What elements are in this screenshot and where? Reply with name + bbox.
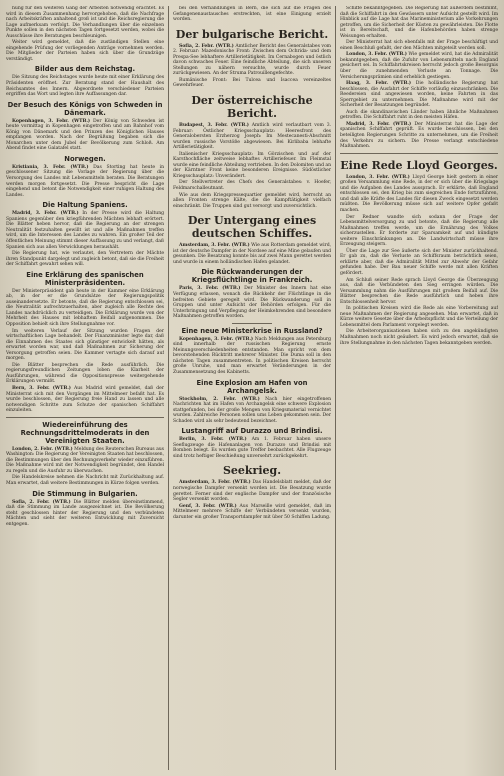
headline: Eine Erklärung des spanischen Ministerpräsidenten. <box>26 270 144 287</box>
article-paragraph: Kopenhagen, 3. Febr. (WTB.) Der König von Schweden ist heute vormittag in Kopenhagen eingetroffen und am Bahnhof vom König von Dänemark und den Prinzen des Königlichen Hauses empfangen worden. Nach der Begrüßung begaben sich die Monarchen unter dem Jubel der Bevölkerung zum Schloß. Am Abend findet eine Galatafel statt. <box>6 118 164 152</box>
dateline: Genf, 3. Febr. (WTB.) <box>179 503 237 509</box>
headline: Wiedereinführung des Rechnungsdrittelmoderats in den Vereinigten Staaten. <box>20 420 150 445</box>
article-paragraph: Der Ministerpräsident gab heute in der Kammer eine Erklärung ab, in der er die Grundsätze der Regierungspolitik auseinandersetzte. Er betonte, daß die Regierung entschlossen sei, die Neutralität aufrechtzuerhalten, aber zugleich alle Rechte des Landes nachdrücklich zu verteidigen. Die Erklärung wurde von der Mehrheit des Hauses mit lebhaftem Beifall aufgenommen. Die Opposition behielt sich ihre Stellungnahme vor. <box>6 288 164 327</box>
article-paragraph: hung für den weiteren Gang der Arbeiten notwendig erachtet. Es wird in diesem Zusammenhang hervorgehoben, daß die Nachfrage nach Arbeitskräften anhaltend groß ist und die Reichsregierung die Lage aufmerksam verfolgt. Die Verhandlungen über die einzelnen Punkte sollen in den nächsten Tagen fortgesetzt werden, wobei die Ausschüsse ihre Beratungen beschleunigen. <box>6 6 164 39</box>
dateline: London, 3. Febr. (WTB.) <box>346 174 410 180</box>
article-paragraph: Weiter wird gemeldet, daß die zuständigen Stellen eine eingehende Prüfung der vorliegenden Anträge vornehmen werden. Die Mitglieder der Parteien haben sich über die Grundzüge verständigt. <box>6 40 164 62</box>
headline: Der Besuch des Königs von Schweden in Dänemark. <box>7 100 163 117</box>
dateline: Kristiania, 3. Febr. (WTB.) <box>12 164 89 170</box>
article-paragraph: Der Redner wandte sich sodann der Frage der Lebensmittelversorgung zu und betonte, daß die Regierung alle Maßnahmen treffen werde, um die Ernährung des Volkes sicherzustellen. Er forderte zur Sparsamkeit auf und kündigte weitere Einschränkungen an. Die Landwirtschaft müsse ihre Erzeugung steigern. <box>340 214 498 248</box>
article-paragraph: Amsterdam, 3. Febr. (WTB.) Das Handelsblatt meldet, daß der norwegische Dampfer versenkt worden ist. Die Besatzung wurde gerettet. Ferner sind der englische Dampfer und der französische Segler versenkt worden. <box>173 480 331 503</box>
article-paragraph: Italienischer Kriegsschauplatz: Im Görzischen und auf der Karsthochfläche zeitweise lebhaftes Artilleriefeuer. Im Fleimstal wurde eine feindliche Abteilung vertrieben. In den Dolomiten und an der Kärntner Front keine besonderen Ereignisse. Südöstlicher Kriegsschauplatz: Unverändert. <box>173 151 331 179</box>
article-paragraph: Berlin, 3. Febr. (WTB.) Am 1. Februar haben unsere Seeflugzeuge die Hafenanlagen von Durazzo und Brindisi mit Bomben belegt. Es wurden gute Treffer beobachtet. Alle Flugzeuge sind trotz heftiger Beschießung unversehrt zurückgekehrt. <box>173 437 331 459</box>
headline: Die Rückwanderungen der Kriegsflüchtlinge in Frankreich. <box>191 268 313 285</box>
article-paragraph: London, 3. Febr. (WTB.) Lloyd George hielt gestern in einer großen Versammlung eine Rede, in der er sich über die Kriegslage und die Aufgaben des Landes aussprach. Er erklärte, daß England entschlossen sei, den Krieg bis zum siegreichen Ende fortzuführen, und daß alle Kräfte des Landes für diesen Zweck eingesetzt werden müßten. Die Bevölkerung müsse sich auf weitere Opfer gefaßt machen. <box>340 174 498 213</box>
divider <box>340 153 498 154</box>
headline: Der bulgarische Bericht. <box>175 27 329 41</box>
article-paragraph: London, 3. Febr. (WTB.) Wie gemeldet wird, hat die Admiralität bekanntgegeben, daß die Zufuhr von Lebensmitteln nach England gesichert sei. In Schiffahrtskreisen herrscht jedoch große Besorgnis über die zunehmenden Verluste an Tonnage. Die Versicherungsprämien sind erheblich gestiegen. <box>340 52 498 80</box>
column-right <box>340 6 498 770</box>
article-paragraph: Haag, 3. Febr. (WTB.) Die holländische Regierung hat beschlossen, die Ausfahrt der Schiffe vorläufig einzuschränken. Die Reedereien sind angewiesen worden, keine Fahrten in das Sperrgebiet zu unternehmen. Die Maßnahme wird mit der Sicherheit der Besatzungen begründet. <box>340 81 498 109</box>
article-paragraph: Die Regierung hat, wie verlautet, den Vertretern der Mächte ihren Standpunkt dargelegt und zugleich betont, daß sie die Freiheit der Schiffahrt gewahrt sehen will. <box>6 251 164 268</box>
article-paragraph: Auch die skandinavischen Länder haben ähnliche Maßnahmen getroffen. Die Schiffahrt ruht in den meisten Häfen. <box>340 109 498 121</box>
article-paragraph: Über die Lage zur See äußerte sich der Minister zurückhaltend. Er gab zu, daß die Verluste an Schiffsraum beträchtlich seien, erklärte aber, daß die Admiralität Mittel zur Abwehr der Gefahr gefunden habe. Der Bau neuer Schiffe werde mit allen Kräften gefördert. <box>340 248 498 276</box>
article-paragraph: Am Schluß seiner Rede sprach Lloyd George die Überzeugung aus, daß die Verbündeten den Sieg erringen würden. Die Versammlung nahm die Ausführungen mit großem Beifall auf. Die Blätter besprechen die Rede ausführlich und heben ihre Entschlossenheit hervor. <box>340 277 498 305</box>
dateline: Berlin, 3. Febr. (WTB.) <box>179 437 247 443</box>
article-paragraph: Madrid, 3. Febr. (WTB.) In der Presse wird die Haltung Spaniens gegenüber den kriegführenden Mächten lebhaft erörtert. Die Blätter heben hervor, daß die Regierung an der strengen Neutralität festzuhalten gewillt ist und alle Maßnahmen treffen wird, um die Interessen des Landes zu wahren. Ein großer Teil der öffentlichen Meinung stimmt dieser Auffassung zu und verlangt, daß Spanien sich aus allen Verwicklungen heraushält. <box>6 211 164 250</box>
dateline: Sofia, 2. Febr. (WTB.) <box>179 43 234 49</box>
dateline: Madrid, 3. Febr. (WTB.) <box>346 121 412 127</box>
article-paragraph: Madrid, 3. Febr. (WTB.) Der Ministerrat hat die Lage der spanischen Schiffahrt geprüft. Es wurde beschlossen, bei den beteiligten Regierungen Schritte zu unternehmen, um die Freiheit des Verkehrs zu sichern. Die Presse verlangt entschiedene Maßnahmen. <box>340 121 498 150</box>
divider <box>232 323 272 324</box>
dateline: Amsterdam, 3. Febr. (WTB.) <box>179 243 250 249</box>
article-paragraph: Kopenhagen, 3. Febr. (WTB.) Nach Meldungen aus Petersburg sind innerhalb der russischen Regierung ernste Meinungsverschiedenheiten entstanden. Man spricht von dem bevorstehenden Rücktritt mehrerer Minister. Die Duma soll in den nächsten Tagen zusammentreten. In politischen Kreisen herrscht große Unruhe, und man erwartet Veränderungen in der Zusammensetzung des Kabinetts. <box>173 336 331 375</box>
article-paragraph: Rumänische Front: Bei Tulcea und Isaccea vereinzeltes Gewehrfeuer. <box>173 77 331 89</box>
dateline: Kopenhagen, 3. Febr. (WTB.) <box>179 336 254 342</box>
headline: Seekrieg. <box>222 464 282 478</box>
dateline: Paris, 3. Febr. (WTB.) <box>179 286 241 292</box>
column-rule <box>335 6 336 770</box>
article-paragraph: bei den Verhandlungen in Bern, die sich auf die Fragen des Gefangenenaustausches erstreckten, ist eine Einigung erzielt worden. <box>173 6 331 23</box>
article-paragraph: Stockholm, 2. Febr. (WTB.) Nach hier eingetroffenen Nachrichten hat im Hafen von Archangelsk eine schwere Explosion stattgefunden, bei der große Mengen von Kriegsmaterial vernichtet wurden. Zahlreiche Personen sollen ums Leben gekommen sein. Der Schaden wird als sehr bedeutend bezeichnet. <box>173 396 331 424</box>
article-paragraph: Der Ministerrat hat sich ebenfalls mit der Frage beschäftigt und einen Beschluß gefaßt, der den Mächten mitgeteilt werden soll. <box>340 40 498 51</box>
article-paragraph: Wie aus dem Kriegspressequartier gemeldet wird, herrscht an allen Fronten strenge Kälte, die die Kampftätigkeit vielfach einschränkt. Die Truppen sind gut versorgt und zuversichtlich. <box>173 192 331 209</box>
article-paragraph: Budapest, 3. Febr. (WTB.) Amtlich wird verlautbart vom 3. Februar: Östlicher Kriegsschauplatz: Heeresfront des Generalobersten Erzherzog Joseph: Im Mestecanesti-Abschnitt wurden russische Vorstöße abgewiesen. Bei Kirlibaba lebhafte Artillerietätigkeit. <box>173 123 331 151</box>
article-paragraph: Die Handelskreise nehmen die Nachricht mit Zurückhaltung auf. Man erwartet, daß weitere Bestimmungen in Kürze folgen werden. <box>6 475 164 486</box>
headline: Lustangriff auf Durazzo und Brindisi. <box>181 427 323 436</box>
headline: Eine neue Ministerkrise in Russland? <box>181 326 323 335</box>
dateline: Haag, 3. Febr. (WTB.) <box>346 81 411 87</box>
headline: Bilder aus dem Reichstag. <box>34 65 136 74</box>
dateline: Amsterdam, 3. Febr. (WTB.) <box>179 480 251 486</box>
article-paragraph: London, 2. Febr. (WTB.) Meldung des Reuterschen Bureaus aus Washington: Die Regierung der Vereinigten Staaten hat beschlossen, die Bestimmungen über den Rechnungsverkehr wieder einzuführen. Die Maßnahme wird mit der Notwendigkeit begründet, den Handel zu regeln und die Ausfuhr zu überwachen. <box>6 446 164 474</box>
dateline: Kopenhagen, 3. Febr. (WTB.) <box>12 118 91 124</box>
article-paragraph: Der Stellvertreter des Chefs des Generalstabes: v. Hoefer, Feldmarschalleutnant. <box>173 180 331 192</box>
column-left <box>6 6 164 770</box>
headline: Der österreichische Bericht. <box>191 94 313 121</box>
article-paragraph: Amsterdam, 3. Febr. (WTB.) Wie aus Rotterdam gemeldet wird, ist der deutsche Dampfer in der Nordsee auf eine Mine gelaufen und gesunken. Die Besatzung konnte bis auf zwei Mann gerettet werden und wurde in einem holländischen Hafen gelandet. <box>173 243 331 265</box>
dateline: Stockholm, 2. Febr. (WTB.) <box>179 396 260 402</box>
dateline: Sofia, 2. Febr. (WTB.) <box>12 499 71 505</box>
article-paragraph: Im weiteren Verlauf der Sitzung wurden Fragen der wirtschaftlichen Lage behandelt. Der Finanzminister legte dar, daß die Einnahmen des Staates sich günstiger entwickelt hätten, als erwartet worden war, und daß Maßnahmen zur Sicherung der Versorgung getroffen seien. Die Kammer vertagte sich darauf auf morgen. <box>6 328 164 362</box>
headline: Eine Rede Lloyd Georges. <box>340 158 498 172</box>
article-paragraph: Sofia, 2. Febr. (WTB.) Amtlicher Bericht des Generalstabes vom 2. Februar: Mazedonische Front: Zwischen dem Ochrida- und dem Prespa-See lebhaftere Artillerietätigkeit. Im Cernabogen und östlich davon schwaches Feuer. Eine feindliche Abteilung, die sich unseren Stellungen zu nähern versuchte, wurde durch Feuer zurückgewiesen. An der Struma Patrouillengefechte. <box>173 43 331 77</box>
dateline: Madrid, 3. Febr. (WTB.) <box>12 211 79 217</box>
dateline: Budapest, 3. Febr. (WTB.) <box>179 123 249 129</box>
article-paragraph: Die Sitzung des Reichstages wurde heute mit einer Erklärung des Präsidenten eröffnet. Zur Beratung stand der Haushalt des Reichsamtes des Innern. Abgeordnete verschiedener Parteien ergriffen das Wort und legten ihre Auffassungen dar. <box>6 75 164 98</box>
headline: Eine Explosion am Hafen von Archangelsk. <box>196 378 308 395</box>
article-paragraph: Die Blätter besprechen die Rede ausführlich. Die regierungsfreundlichen Zeitungen loben die Klarheit der Ausführungen, während die Oppositionspresse weitergehende Erklärungen vermißt. <box>6 362 164 385</box>
column-rule <box>168 6 169 770</box>
headline: Der Untergang eines deutschen Schiffes. <box>187 214 317 241</box>
dateline: London, 3. Febr. (WTB.) <box>346 52 407 58</box>
headline: Die Stimmung in Bulgarien. <box>32 489 138 498</box>
article-paragraph: Kristiania, 3. Febr. (WTB.) Das Storting hat heute in geschlossener Sitzung die Vorlage der Regierung über die Versorgung des Landes mit Lebensmitteln beraten. Die Beratungen werden morgen fortgesetzt. Die Presse bespricht die Lage eingehend und betont die Notwendigkeit einer ruhigen Haltung des Landes. <box>6 164 164 198</box>
divider <box>6 417 164 418</box>
dateline: London, 2. Febr. (WTB.) <box>12 446 73 452</box>
dateline: Bern, 3. Febr. (WTB.) <box>12 385 71 391</box>
headline: Norwegen. <box>64 154 106 163</box>
column-middle <box>173 6 331 770</box>
article-paragraph: Bern, 3. Febr. (WTB.) Aus Madrid wird gemeldet, daß der Ministerrat sich mit den Vorgängen im Mittelmeer befaßt hat. Es wurde beschlossen, der Regierung freie Hand zu lassen und alle notwendigen Schritte zum Schutze der spanischen Schiffahrt einzuleiten. <box>6 385 164 414</box>
article-paragraph: Genf, 3. Febr. (WTB.) Aus Marseille wird gemeldet, daß im Mittelmeer mehrere Schiffe der Verbündeten versenkt wurden, darunter ein großer Transportdampfer mit über 50 Schiffen Ladung. <box>173 503 331 520</box>
article-paragraph: In politischen Kreisen wird die Rede als eine Vorbereitung auf neue Maßnahmen der Regierung angesehen. Man erwartet, daß in Kürze weitere Gesetze über die Arbeitspflicht und die Verteilung der Lebensmittel dem Parlament vorgelegt werden. <box>340 306 498 328</box>
article-paragraph: Schiffe bekanntgegeben. Die Regierung hat außerdem bestimmt, daß die Schiffahrt in den Gewässern unter Aufsicht gestellt wird. Im Hinblick auf die Lage hat das Marineministerium alle Vorkehrungen getroffen, um die Sicherheit der Küsten zu gewährleisten. Die Flotte ist in Bereitschaft, und die Hafenbehörden haben strenge Weisungen erhalten. <box>340 6 498 39</box>
headline: Die Haltung Spaniens. <box>42 201 128 210</box>
article-paragraph: Sofia, 2. Febr. (WTB.) Die Blätter melden übereinstimmend, daß die Stimmung im Lande ausgezeichnet ist. Die Bevölkerung steht geschlossen hinter der Regierung und den verbündeten Mächten und sieht der weiteren Entwicklung mit Zuversicht entgegen. <box>6 499 164 527</box>
article-paragraph: Die Arbeiterorganisationen haben sich zu den angekündigten Maßnahmen noch nicht geäußert. Es wird jedoch erwartet, daß sie ihre Stellungnahme in den nächsten Tagen bekanntgeben werden. <box>340 329 498 346</box>
article-paragraph: Paris, 3. Febr. (WTB.) Der Minister des Innern hat eine Verfügung erlassen, wonach die Rückkehr der Flüchtlinge in die befreiten Gebiete geregelt wird. Die Rückwanderung soll in Gruppen und unter Aufsicht der Behörden erfolgen. Für die Unterbringung und Verpflegung der Heimkehrenden sind besondere Maßnahmen getroffen worden. <box>173 286 331 320</box>
